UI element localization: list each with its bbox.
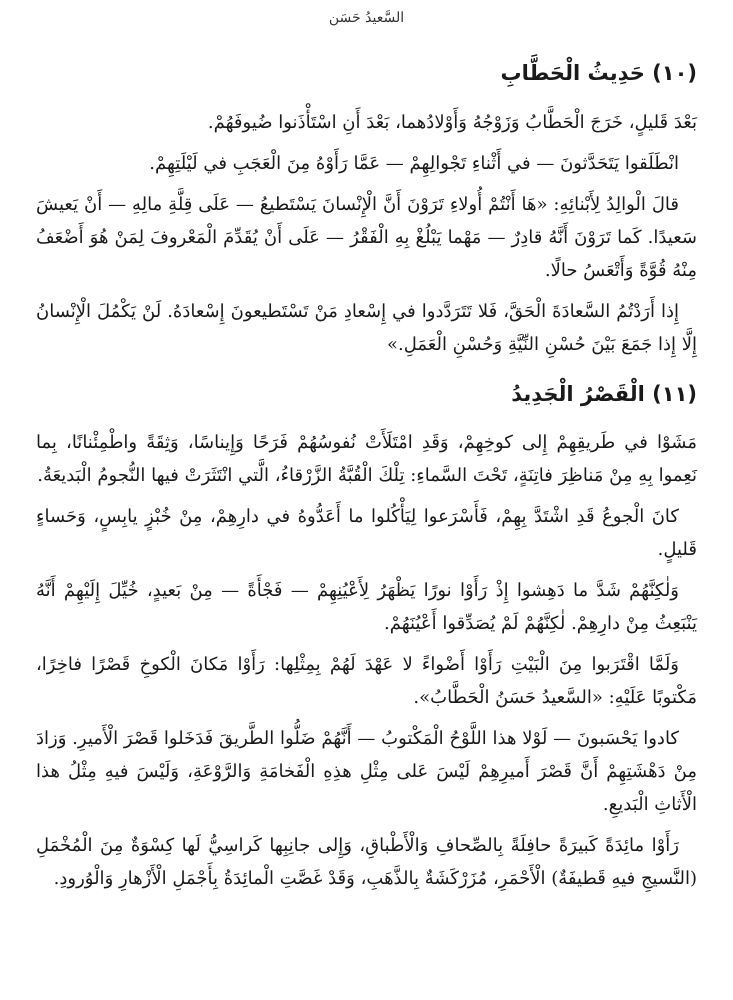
section-heading: (١٠) حَدِيثُ الْحَطَّابِ <box>500 61 697 85</box>
paragraph: كانَ الْجوعُ قَدِ اشْتَدَّ بِهِمْ، فَأَسْرَعوا لِيَأْكُلوا ما أَعَدُّوهُ في دارِهِمْ، مِنْ خُبْزٍ يابِسٍ، وَحَساءٍ قَليلٍ. <box>36 506 697 560</box>
paragraph: كادوا يَحْسَبونَ — لَوْلا هذا اللَّوْحُ الْمَكْتوبُ — أَنَّهُمْ ضَلُّوا الطَّريقَ فَدَخَلوا قَصْرَ الْأَميرِ. وَزادَ مِنْ دَهْشَتِهِمْ أَنَّ قَصْرَ أَميرِهِمْ لَيْسَ عَلى مِثْلِ هذِهِ الْفَخامَةِ وَالرَّوْعَةِ، وَلَيْسَ فيهِ مِثْلُ هذا الْأَثاثِ الْبَديعِ. <box>36 728 697 815</box>
paragraph: قالَ الْوالِدُ لِأَبْنائِهِ: «هَا أَنْتُمْ أُولاءِ تَرَوْنَ أَنَّ الْإِنْسانَ يَسْتَطيعُ — عَلَى قِلَّةِ مالِهِ — أَنْ يَعيشَ سَعيدًا. كَما تَرَوْنَ أَنَّهُ قادِرٌ — مَهْما يَبْلُغْ بِهِ الْفَقْرُ — عَلَى أَنْ يُقَدِّمَ الْمَعْروفَ لِمَنْ هُوَ أَضْعَفُ مِنْهُ قُوَّةً وَأَتْعَسُ حالًا. <box>36 193 697 281</box>
page-content <box>36 58 697 913</box>
paragraph: وَلٰكِنَّهُمْ شَدَّ ما دَهِشوا إِذْ رَأَوْا نورًا يَظْهَرُ لِأَعْيُنِهِمْ — فَجْأَةً — مِنْ بَعيدٍ، خُيِّلَ إِلَيْهِمْ أَنَّهُ يَنْبَعِثُ مِنْ دارِهِمْ. لٰكِنَّهُمْ لَمْ يُصَدِّقوا أَعْيُنَهُمْ. <box>36 580 697 634</box>
section-heading: (١١) الْقَصْرُ الْجَدِيدُ <box>511 381 697 406</box>
paragraph: وَلَمَّا اقْتَرَبوا مِنَ الْبَيْتِ رَأَوْا أَضْواءً لا عَهْدَ لَهُمْ بِمِثْلِها: رَأَوْا مَكانَ الْكوخِ قَصْرًا فاخِرًا، مَكْتوبًا عَلَيْهِ: «السَّعيدُ حَسَنُ الْحَطَّابُ». <box>36 654 697 708</box>
running-head: السَّعيدُ حَسَن <box>328 10 405 26</box>
paragraph: بَعْدَ قَليلٍ، خَرَجَ الْحَطَّابُ وَزَوْجُهُ وَأَوْلادُهما، بَعْدَ أَنِ اسْتَأْذَنوا ضُيوفَهُمْ. <box>207 111 697 133</box>
section-hadith-alhattab <box>36 58 697 361</box>
section-alqasr-aljadid <box>36 379 697 896</box>
paragraph: رَأَوْا مائِدَةً كَبيرَةً حافِلَةً بِالصِّحافِ وَالْأَطْباقِ، وَإِلى جانِبِها كَراسِيُّ لَها كِسْوَةٌ مِنَ الْمُخْمَلِ (النَّسيجِ فيهِ قَطيفَةٌ) الْأَحْمَرِ، مُزَرْكَشَةٌ بِالذَّهَبِ، وَقَدْ غَصَّتِ الْمائِدَةُ بِأَجْمَلِ الْأَزْهارِ وَالْوُرودِ. <box>36 835 697 889</box>
paragraph: انْطَلَقوا يَتَحَدَّثونَ — في أَثْناءِ تَجْوالِهِمْ — عَمَّا رَأَوْهُ مِنَ الْعَجَبِ في لَيْلَتِهِمْ. <box>149 152 679 174</box>
paragraph: مَشَوْا في طَريقِهِمْ إِلى كوخِهِمْ، وَقَدِ امْتَلَأَتْ نُفوسُهُمْ فَرَحًا وَإِيناسًا، وَثِقَةً واطْمِئْنانًا، بِما نَعِموا بِهِ مِنْ مَناظِرَ فاتِنَةٍ، تَحْتَ السَّماءِ: تِلْكَ الْقُبَّةُ الزَّرْقاءُ، الَّتي انْتَثَرَتْ فيها النُّجومُ الْبَديعَةُ. <box>36 432 697 486</box>
paragraph: إِذا أَرَدْتُمُ السَّعادَةَ الْحَقَّ، فَلا تَتَرَدَّدوا في إِسْعادِ مَنْ تَسْتَطيعونَ إِسْعادَهُ. لَنْ يَكْمُلَ الْإِنْسانُ إِلَّا إِذا جَمَعَ بَيْنَ حُسْنِ النِّيَّةِ وَحُسْنِ الْعَمَلِ.» <box>36 300 697 355</box>
